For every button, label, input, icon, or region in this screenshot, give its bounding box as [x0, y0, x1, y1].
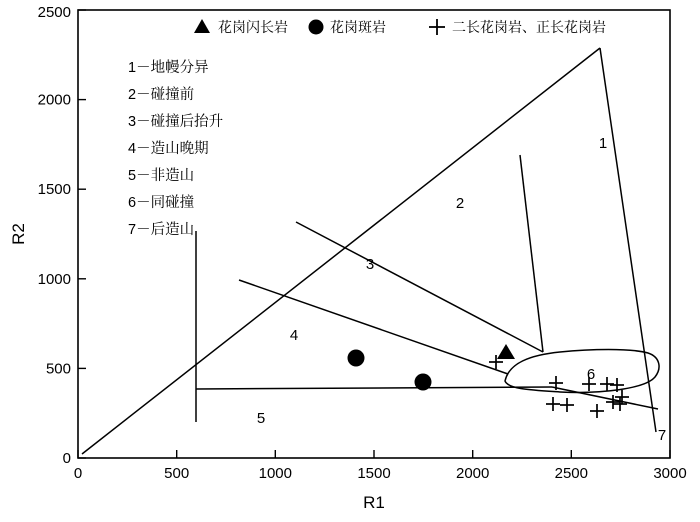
y-tick-label: 1500	[37, 181, 71, 199]
y-axis-title: R2	[9, 223, 28, 245]
key-item-4: 4－造山晚期	[128, 141, 209, 157]
y-tick-label: 2500	[37, 4, 71, 21]
field-label-5: 5	[256, 410, 266, 427]
legend-marker-circle	[309, 20, 324, 35]
key-item-1: 1－地幔分异	[128, 60, 209, 76]
field-label-7: 7	[657, 427, 667, 444]
data-point-circle	[348, 350, 365, 367]
field-label-1: 1	[598, 135, 608, 152]
y-tick-label: 1000	[37, 270, 71, 288]
x-tick-label: 1000	[258, 465, 292, 482]
x-axis-tick-labels	[74, 465, 687, 482]
x-tick-label: 3000	[653, 465, 687, 482]
data-point-circle	[415, 374, 432, 391]
legend-label-monzogranite: 二长花岗岩、正长花岗岩	[452, 19, 606, 35]
x-axis-title: R1	[363, 493, 385, 512]
x-tick-label: 500	[164, 465, 190, 482]
y-tick-label: 500	[45, 360, 71, 378]
y-tick-label: 0	[62, 450, 71, 467]
key-item-6: 6－同碰撞	[128, 195, 195, 211]
y-tick-label: 2000	[37, 91, 71, 109]
x-tick-label: 2500	[554, 465, 588, 482]
field-label-2: 2	[455, 195, 465, 212]
y-axis-tick-labels	[38, 4, 71, 467]
legend-label-granite-porphyry: 花岗斑岩	[330, 19, 386, 35]
key-item-7: 7－后造山	[128, 222, 195, 238]
legend-label-granodiorite: 花岗闪长岩	[218, 19, 288, 35]
key-item-3: 3－碰撞后抬升	[128, 114, 224, 130]
x-tick-label: 1500	[357, 465, 391, 482]
x-tick-label: 2000	[456, 465, 490, 482]
field-label-4: 4	[289, 327, 299, 344]
key-item-5: 5－非造山	[128, 168, 195, 184]
x-tick-label: 0	[73, 465, 83, 482]
key-item-2: 2－碰撞前	[128, 87, 195, 103]
field-label-3: 3	[365, 256, 375, 273]
field-label-6: 6	[586, 366, 596, 383]
